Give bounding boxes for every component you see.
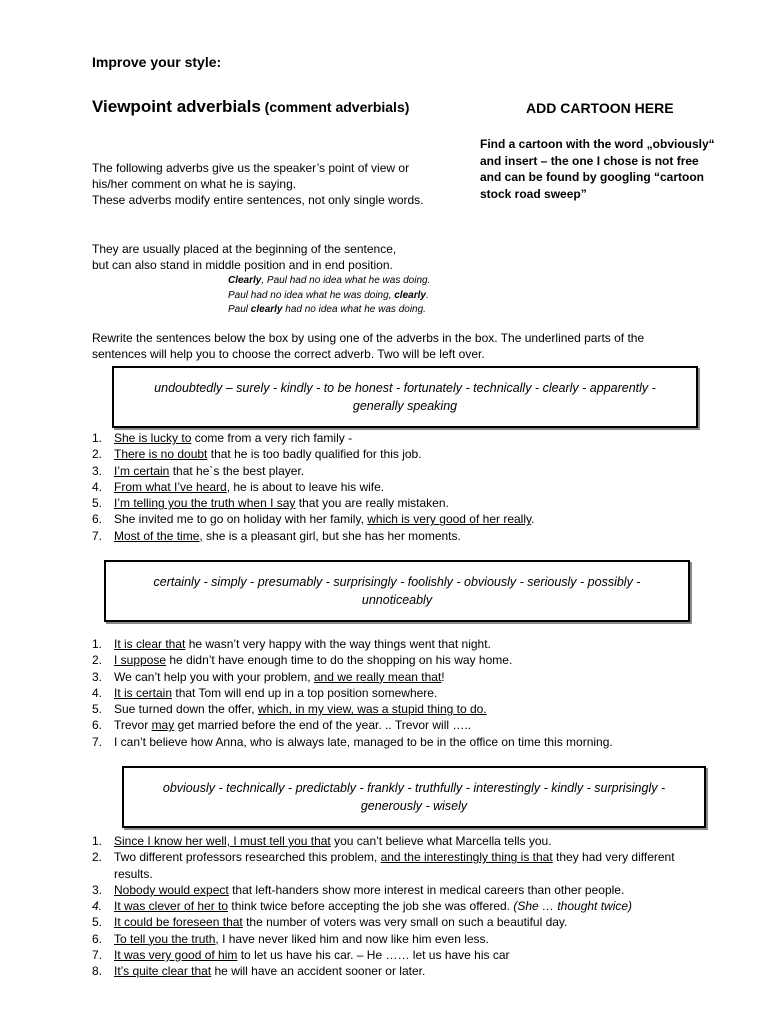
adverb-box-2 <box>104 560 690 622</box>
adverb-box-3-text: obviously - technically - predictably - frankly - truthfully - interestingly - kindly - surprisingly - generously - wisely <box>162 781 666 813</box>
worksheet-header: Improve your style: <box>92 54 222 70</box>
examples-block <box>228 274 430 318</box>
list-item: 5. I’m telling you the truth when I say that you are really mistaken. <box>92 496 449 511</box>
list-item: 6. Trevor may get married before the end of the year. .. Trevor will ….. <box>92 718 472 733</box>
list-item: 3. We can’t help you with your problem, and we really mean that! <box>92 669 445 684</box>
intro-paragraph-2: They are usually placed at the beginning of the sentence, but can also stand in middle position and in end position. <box>92 242 397 273</box>
exercise-instruction: Rewrite the sentences below the box by using one of the adverbs in the box. The underlined parts of the sentences will help you to choose the correct adverb. Two will be left over. <box>92 331 645 362</box>
adverb-box-3 <box>122 766 706 828</box>
list-item: 8. It’s quite clear that he will have an accident sooner or later. <box>92 964 426 979</box>
list-item: 2. I suppose he didn’t have enough time to do the shopping on his way home. <box>92 653 513 668</box>
list-item: 1. It is clear that he wasn’t very happy with the way things went that night. <box>92 637 491 651</box>
list-item: 5. It could be foreseen that the number of voters was very small on such a beautiful day. <box>92 915 568 930</box>
page-title <box>92 96 432 118</box>
adverb-box-1 <box>112 366 698 428</box>
list-item: 7. Most of the time, she is a pleasant girl, but she has her moments. <box>92 528 461 543</box>
list-item: 3. I’m certain that he`s the best player. <box>92 463 305 478</box>
list-item: 4. It is certain that Tom will end up in a top position somewhere. <box>92 685 438 700</box>
exercise-list-1 <box>92 430 712 544</box>
cartoon-heading: ADD CARTOON HERE <box>526 100 674 116</box>
list-item: 6. To tell you the truth, I have never liked him and now like him even less. <box>92 931 489 946</box>
list-item: 6. She invited me to go on holiday with her family, which is very good of her really. <box>92 512 535 527</box>
adverb-box-1-text: undoubtedly – surely - kindly - to be honest - fortunately - technically - clearly - apparently - generally speaking <box>154 381 656 413</box>
list-item: 4. It was clever of her to think twice before accepting the job she was offered. (She … thought twice) <box>92 899 633 914</box>
intro-paragraph-1: The following adverbs give us the speaker’s point of view or his/her comment on what he is saying. These adverbs modify entire sentences, not only single words. <box>92 161 424 208</box>
list-item: 7. It was very good of him to let us have his car. – He …… let us have his car <box>92 948 510 963</box>
example-line: Paul clearly had no idea what he was doing. <box>228 304 426 315</box>
list-item: 1. Since I know her well, I must tell you that you can’t believe what Marcella tells you. <box>92 834 552 848</box>
list-item: 7. I can’t believe how Anna, who is always late, managed to be in the office on time this morning. <box>92 734 613 749</box>
example-line: Clearly, Paul had no idea what he was doing. <box>228 275 431 286</box>
list-item: 3. Nobody would expect that left-handers show more interest in medical careers than other people. <box>92 882 625 897</box>
list-item: 2. Two different professors researched this problem, and the interestingly thing is that they had very different results. <box>92 850 675 881</box>
adverb-box-2-text: certainly - simply - presumably - surprisingly - foolishly - obviously - seriously - possibly - unnoticeably <box>153 575 641 607</box>
title-sub: (comment adverbials) <box>260 99 410 115</box>
exercise-list-3 <box>92 833 712 980</box>
cartoon-instructions: Find a cartoon with the word „obviously“ and insert – the one I chose is not free and can be found by googling “cartoon stock road sweep” <box>480 137 715 201</box>
list-item: 5. Sue turned down the offer, which, in my view, was a stupid thing to do. <box>92 702 487 717</box>
exercise-list-2 <box>92 636 712 750</box>
example-line: Paul had no idea what he was doing, clearly. <box>228 289 429 301</box>
list-item: 2. There is no doubt that he is too badly qualified for this job. <box>92 447 422 462</box>
list-item: 1. She is lucky to come from a very rich family - <box>92 431 353 445</box>
list-item: 4. From what I’ve heard, he is about to leave his wife. <box>92 479 385 494</box>
title-main: Viewpoint adverbials <box>92 97 261 116</box>
